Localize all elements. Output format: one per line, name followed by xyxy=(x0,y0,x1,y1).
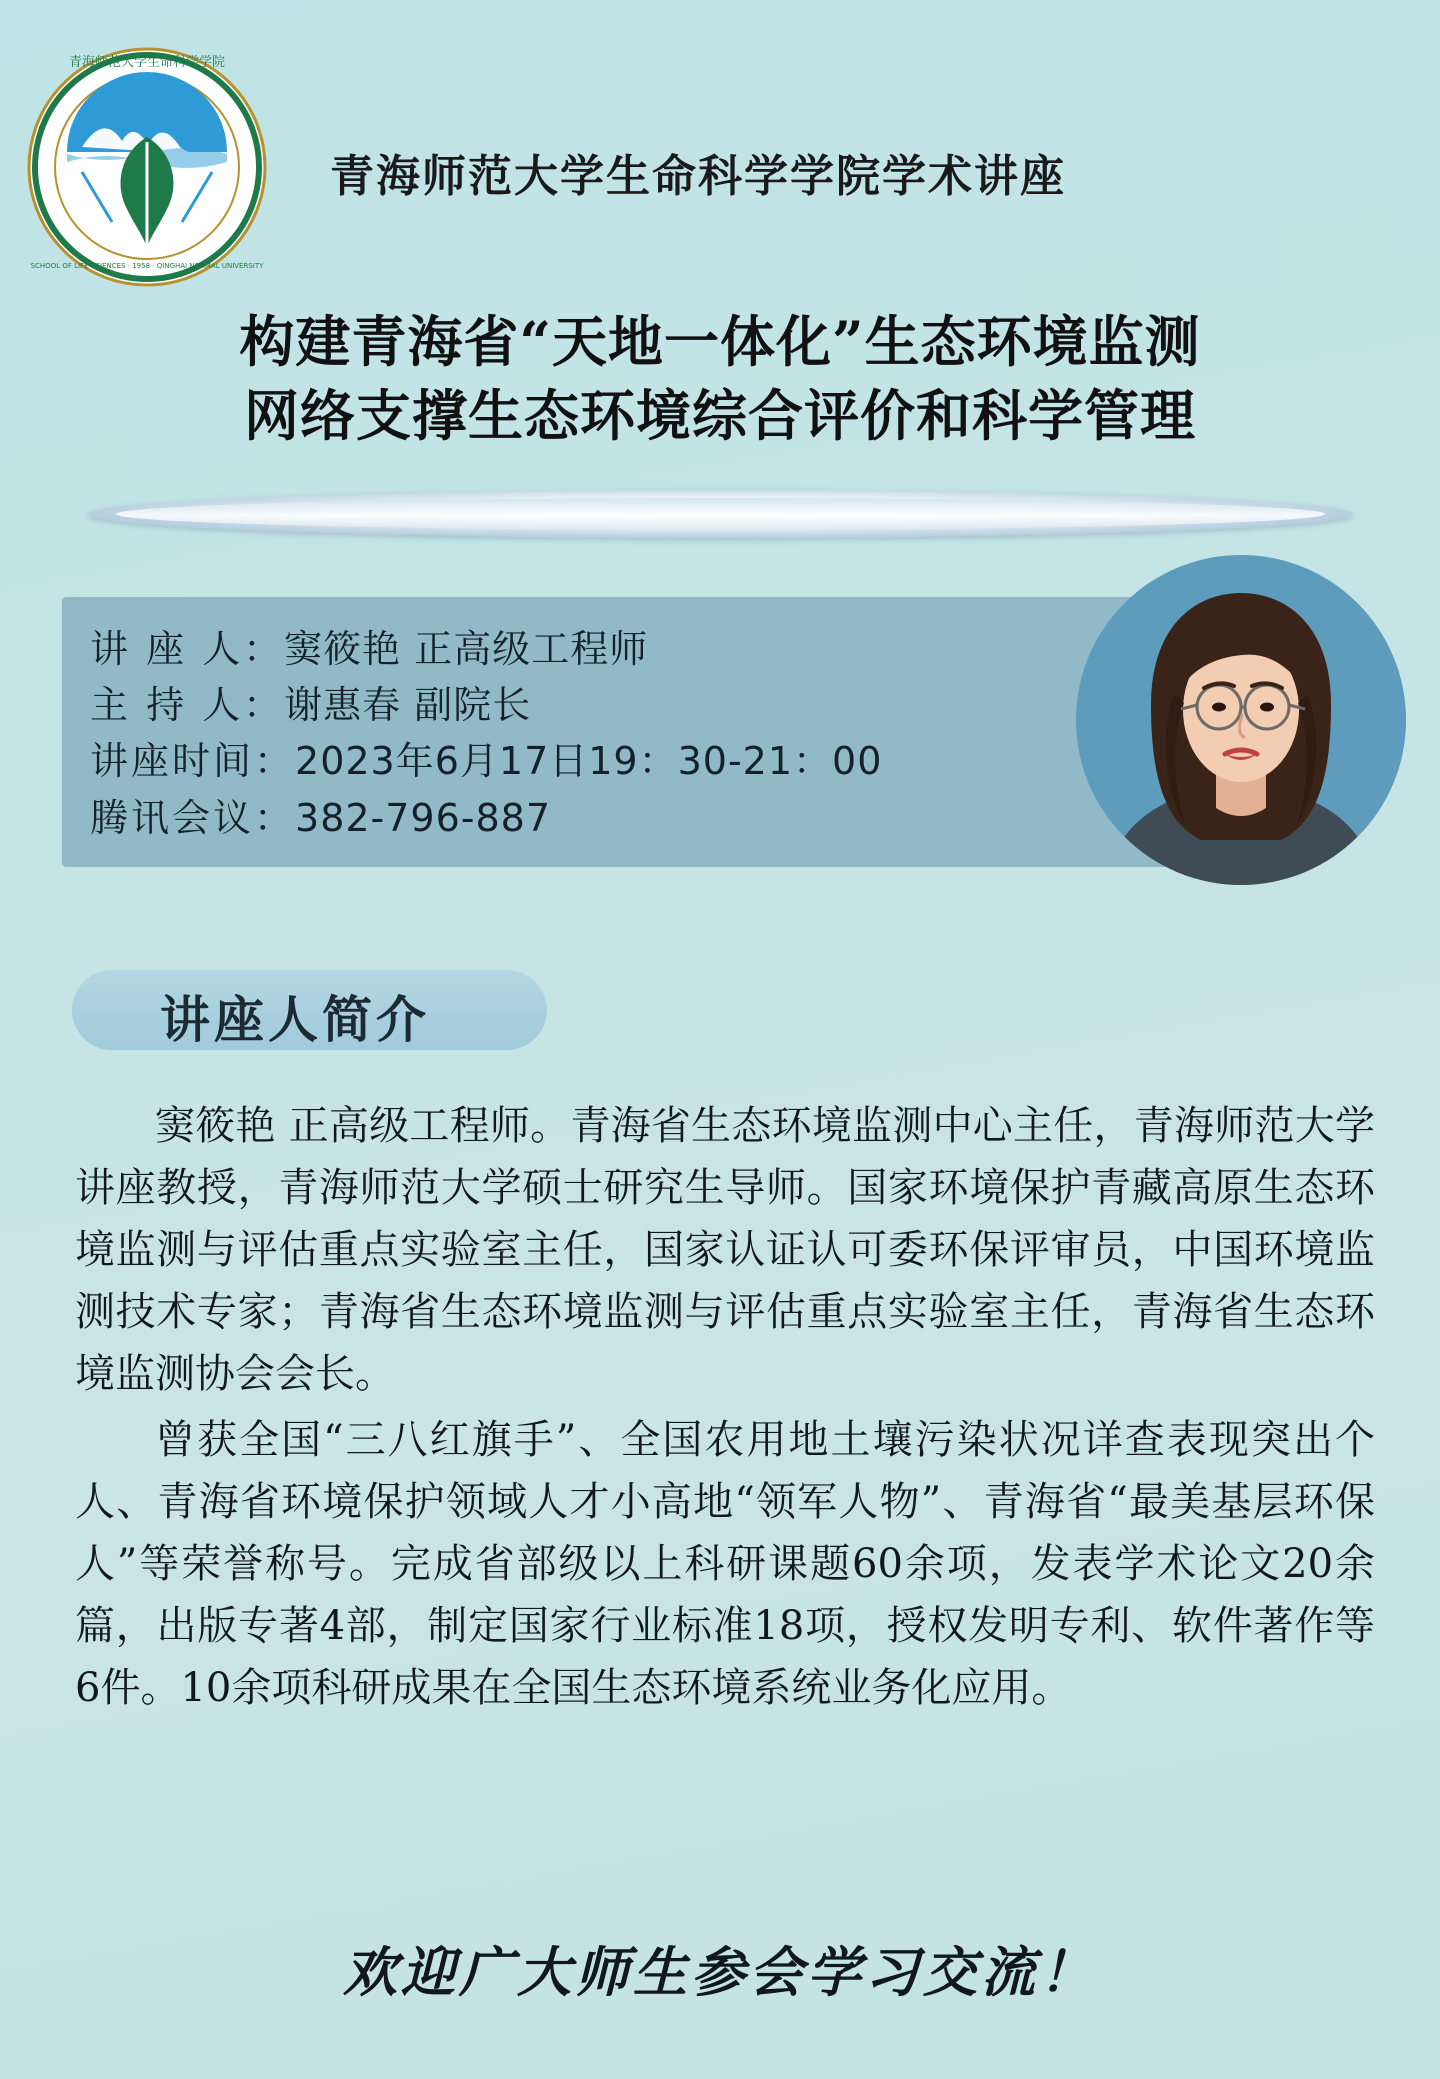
lecture-info-list xyxy=(90,621,882,846)
speaker-row xyxy=(90,621,882,677)
logo-chinese-text: 青海师范大学生命科学学院 xyxy=(68,55,226,70)
decorative-divider xyxy=(88,490,1353,538)
university-logo xyxy=(22,42,272,292)
host-row xyxy=(90,677,882,733)
time-label: 讲座时间： xyxy=(90,739,296,784)
bio-section-heading: 讲座人简介 xyxy=(160,990,430,1049)
lecture-title-line-1: 构建青海省“天地一体化”生态环境监测 xyxy=(239,309,1201,374)
time-row xyxy=(90,733,882,789)
speaker-label: 讲 座 人： xyxy=(90,627,285,671)
bio-paragraph-2: 曾获全国“三八红旗手”、全国农用地土壤污染状况详查表现突出个人、青海省环境保护领域人才小高地“领军人物”、青海省“最美基层环保人”等荣誉称号。完成省部级以上科研课题60余项，发表学术论文20余篇，出版专著4部，制定国家行业标准18项，授权发明专利、软件著作等6件。10余项科研成果在全国生态环境系统业务化应用。 xyxy=(75,1417,1375,1711)
meeting-id-value: 382-796-887 xyxy=(295,795,552,840)
bio-paragraph-1: 窦筱艳 正高级工程师。青海省生态环境监测中心主任，青海师范大学讲座教授，青海师范大学硕士研究生导师。国家环境保护青藏高原生态环境监测与评估重点实验室主任，国家认证认可委环保评审员，中国环境监测技术专家；青海省生态环境监测与评估重点实验室主任，青海省生态环境监测协会会长。 xyxy=(75,1103,1375,1397)
meeting-row xyxy=(90,790,882,846)
welcome-message: 欢迎广大师生参会学习交流！ xyxy=(343,1940,1097,2004)
host-label: 主 持 人： xyxy=(90,683,285,728)
lecture-title-line-2: 网络支撑生态环境综合评价和科学管理 xyxy=(243,383,1196,449)
poster-header xyxy=(0,30,1440,270)
speaker-portrait xyxy=(1076,555,1406,885)
page-title: 青海师范大学生命科学学院学术讲座 xyxy=(330,151,1066,202)
logo-english-text: SCHOOL OF LIFE SCIENCES · 1958 · QINGHAI NORMAL UNIVERSITY xyxy=(30,262,264,270)
time-value: 2023年6月17日19：30-21：00 xyxy=(295,739,883,784)
divider-inner-highlight xyxy=(116,498,1325,530)
meeting-label: 腾讯会议： xyxy=(90,795,296,840)
lecture-title xyxy=(0,305,1440,454)
speaker-bio xyxy=(75,1095,1375,1723)
speaker-value: 窦筱艳 正高级工程师 xyxy=(284,627,649,671)
host-value: 谢惠春 副院长 xyxy=(284,683,532,728)
